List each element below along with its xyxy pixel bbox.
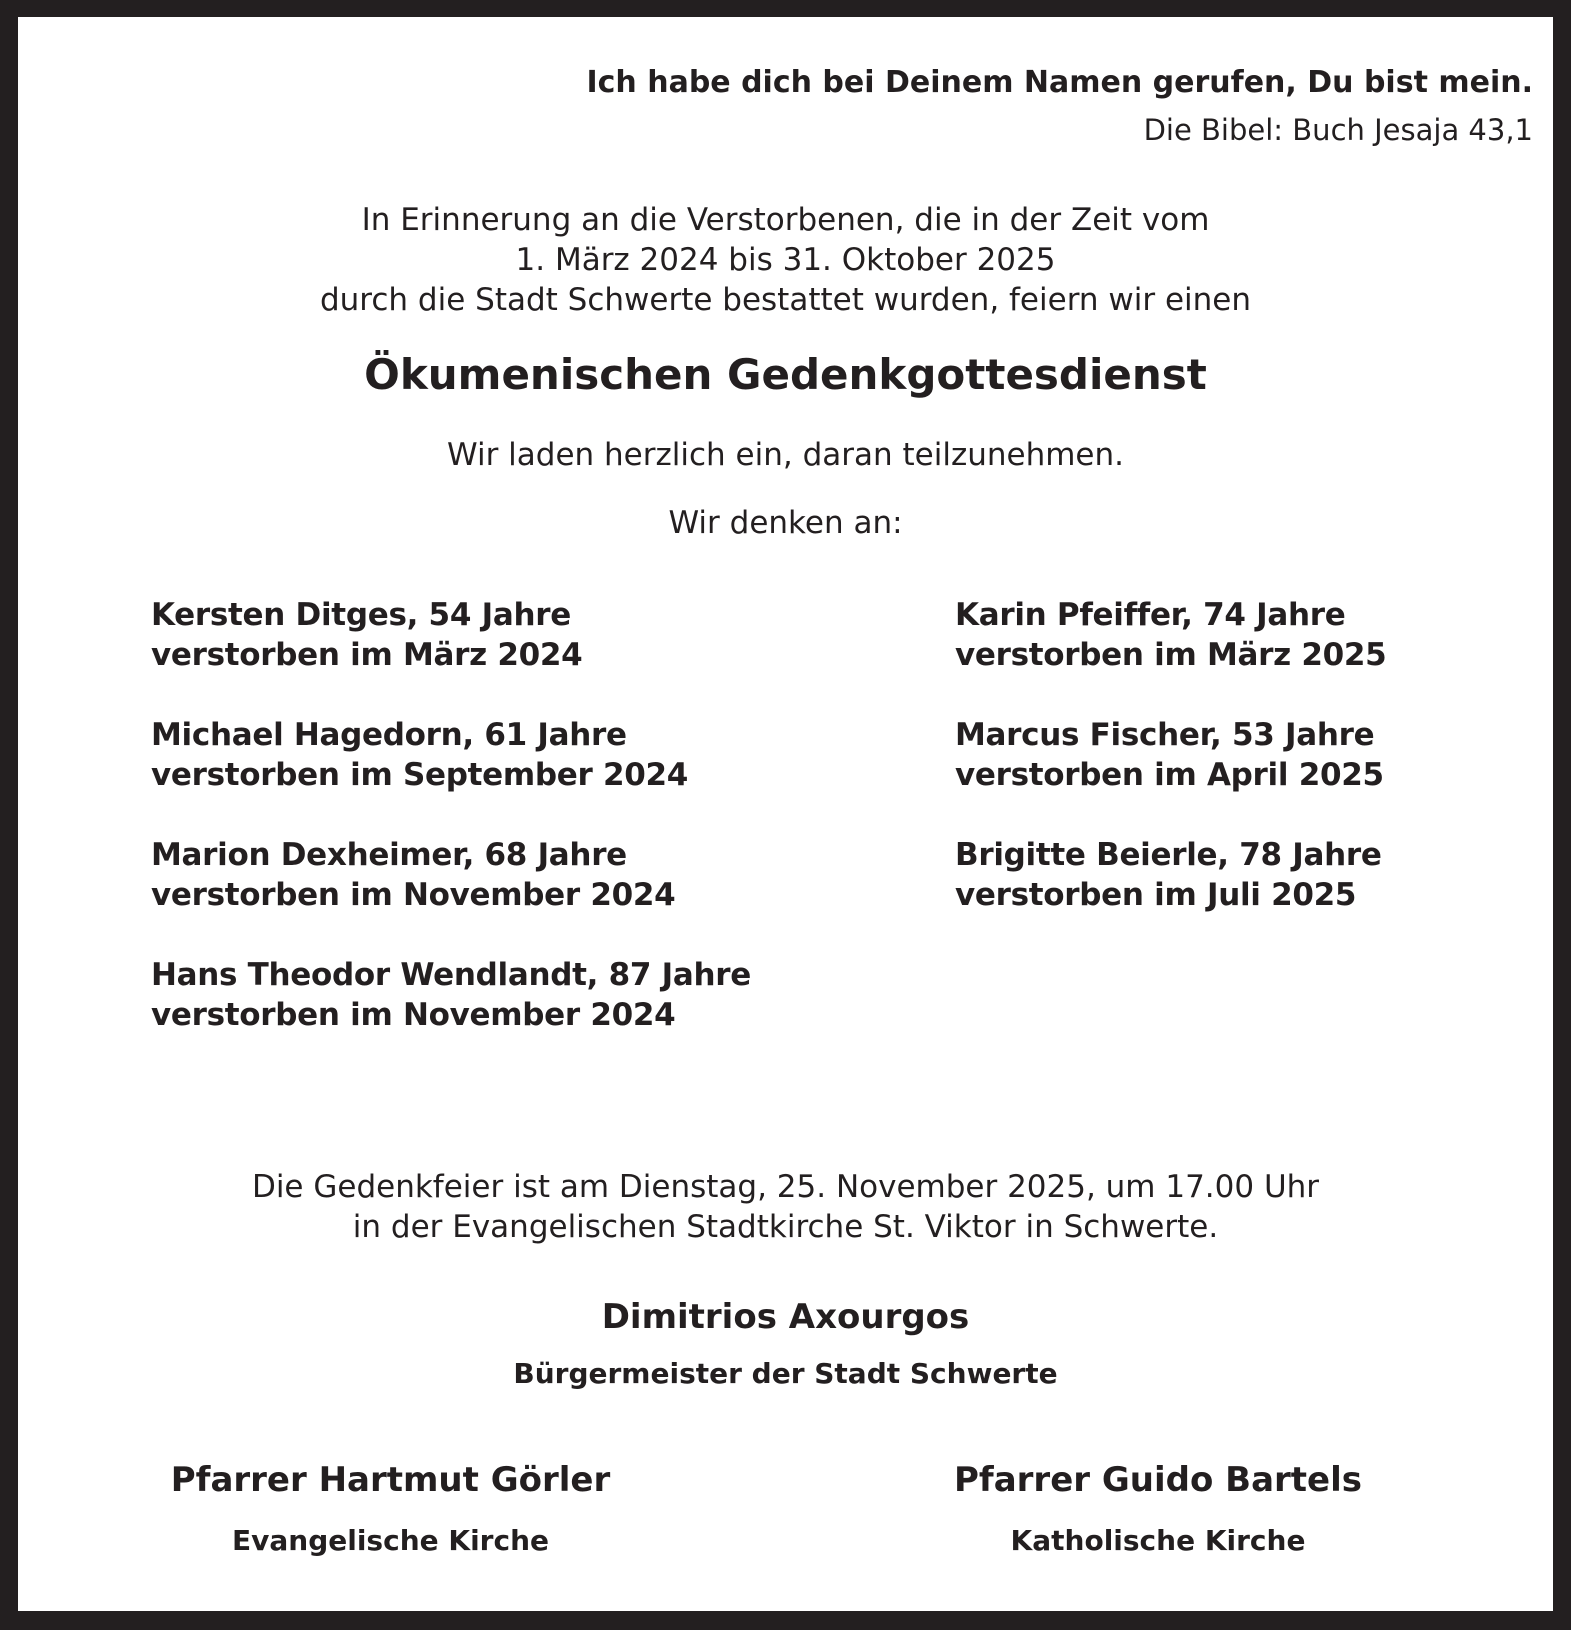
deceased-list-right [955,595,1386,915]
deceased-list-left [151,595,751,1035]
intro-text [18,200,1553,320]
list-item: Karin Pfeiffer, 74 Jahre verstorben im März 2025 [955,597,1387,673]
remember-label: Wir denken an: [668,505,903,541]
mayor-name: Dimitrios Axourgos [601,1297,970,1337]
pastor-left-name: Pfarrer Hartmut Görler [170,1460,611,1500]
event-line-2: in der Evangelischen Stadtkirche St. Viktor in Schwerte. [352,1209,1219,1245]
mayor-role: Bürgermeister der Stadt Schwerte [513,1357,1058,1390]
list-item: Kersten Ditges, 54 Jahre verstorben im März 2024 [151,597,583,673]
obituary-notice [18,17,1553,1611]
event-details [18,1167,1553,1247]
list-item: Brigitte Beierle, 78 Jahre verstorben im Juli 2025 [955,837,1382,913]
pastor-right-name: Pfarrer Guido Bartels [954,1460,1362,1500]
bible-quote: Ich habe dich bei Deinem Namen gerufen, Du bist mein. [586,65,1533,100]
pastor-right-role: Katholische Kirche [1010,1524,1306,1557]
list-item: Marcus Fischer, 53 Jahre verstorben im April 2025 [955,717,1384,793]
pastor-left-role: Evangelische Kirche [232,1524,549,1557]
quote-source: Die Bibel: Buch Jesaja 43,1 [1143,113,1533,147]
list-item: Marion Dexheimer, 68 Jahre verstorben im November 2024 [151,837,676,913]
intro-line-3: durch die Stadt Schwerte bestattet wurden, feiern wir einen [319,282,1252,318]
invitation-text: Wir laden herzlich ein, daran teilzunehmen. [446,437,1125,473]
list-item: Michael Hagedorn, 61 Jahre verstorben im September 2024 [151,717,689,793]
event-line-1: Die Gedenkfeier ist am Dienstag, 25. November 2025, um 17.00 Uhr [251,1169,1320,1205]
page-title: Ökumenischen Gedenkgottesdienst [364,350,1207,399]
intro-line-2: 1. März 2024 bis 31. Oktober 2025 [515,242,1056,278]
intro-line-1: In Erinnerung an die Verstorbenen, die in der Zeit vom [361,202,1210,238]
list-item: Hans Theodor Wendlandt, 87 Jahre verstorben im November 2024 [151,957,752,1033]
